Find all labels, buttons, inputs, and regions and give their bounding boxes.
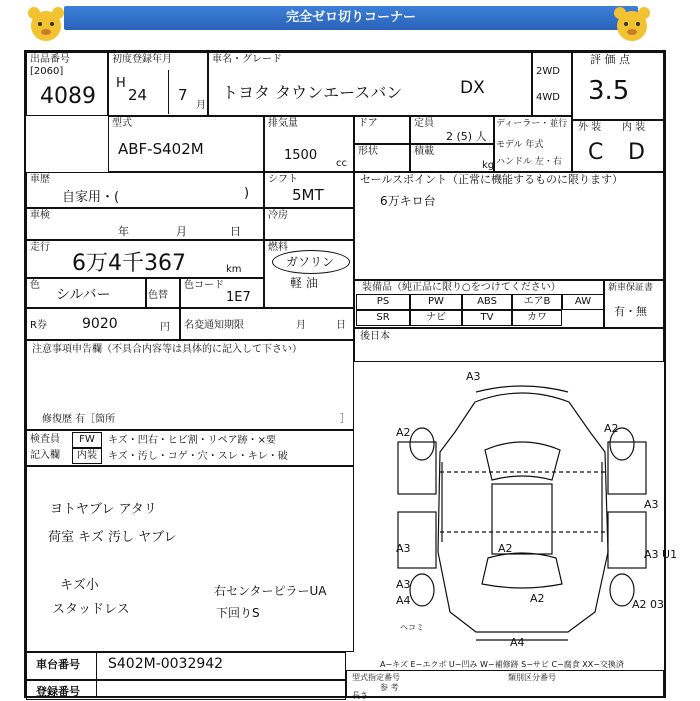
grade-value: DX	[460, 78, 485, 98]
equip-navi: ナビ	[410, 310, 462, 326]
mark-rear-left-a3: A3	[396, 578, 411, 591]
equip-ps: PS	[356, 294, 410, 310]
recycle-value: 9020	[82, 316, 118, 332]
mark-front-right-a2: A2	[604, 422, 619, 435]
entry-number: 4089	[40, 84, 96, 109]
first-reg-month: 7	[178, 86, 188, 104]
load-unit: kg	[482, 160, 495, 171]
inspector-note-1: ヨトヤブレ アタリ	[50, 502, 157, 517]
capacity-value: 2 (5) 人	[446, 130, 487, 143]
warranty-value: 有・無	[614, 305, 647, 318]
inspector-entry-label: 記入欄	[30, 450, 60, 461]
model-name-label: 車名・グレード	[212, 54, 282, 65]
model-spec-label: 型式指定番号	[352, 673, 400, 682]
drive-4wd: 4WD	[536, 92, 560, 103]
color-code-label: 色コード	[184, 280, 224, 291]
equip-pw: PW	[410, 294, 462, 310]
ref-label: 参 考	[380, 683, 399, 692]
repair-history-close: ］	[340, 414, 350, 425]
inspection-day: 日	[230, 225, 241, 238]
int-tag: 内装	[72, 448, 102, 464]
repair-history: 修復歴 有［箇所	[42, 414, 116, 425]
inspection-year: 年	[118, 225, 129, 238]
fw-items: キズ・凹右・ヒビ割・リペア跡・×要	[108, 435, 276, 446]
equipment-label: 装備品（純正品に限り○をつけてください）	[362, 282, 561, 293]
model-code-value: ABF-S402M	[118, 140, 204, 158]
model-code-label: 型式	[112, 118, 132, 129]
length-label: 長さ	[352, 691, 368, 700]
load-label: 積載	[414, 146, 434, 157]
page-banner: 完全ゼロ切りコーナー	[64, 6, 638, 30]
mark-center-a2: A2	[498, 542, 513, 555]
first-reg-year: 24	[128, 86, 148, 104]
mark-dent-note: ヘコミ	[400, 623, 424, 632]
dealer-label: ディーラー・並行	[496, 119, 568, 129]
first-reg-month-unit: 月	[196, 100, 206, 111]
sales-point-cell	[354, 172, 664, 280]
chassis-label: 車台番号	[36, 658, 80, 671]
model-year-label: モデル 年式	[496, 140, 544, 150]
registration-label: 登録番号	[36, 685, 80, 698]
damage-legend: A−キズ E−エクボ U−凹み W−補修跡 S−サビ C−腐食 XX−交換済	[380, 660, 624, 669]
fw-tag: FW	[72, 432, 102, 448]
history-value: 自家用・(	[62, 190, 120, 205]
recycle-label: R券	[30, 320, 47, 331]
mark-right-a3: A3	[644, 498, 659, 511]
inspector-label: 検査員	[30, 434, 60, 445]
mark-rear-a4: A4	[510, 636, 525, 649]
inspector-note-6: 下回りS	[216, 606, 260, 620]
equip-aw: AW	[562, 294, 604, 310]
entry-label: 出品番号	[30, 54, 70, 65]
inspector-note-4: スタッドレス	[52, 602, 130, 617]
inspector-note-5: 右センターピラーUA	[214, 584, 327, 598]
color-change-label: 色替	[148, 290, 168, 301]
fuel-gas: ガソリン	[286, 255, 335, 269]
equip-tv: TV	[462, 310, 512, 326]
int-items: キズ・汚し・コゲ・穴・スレ・キレ・破	[108, 451, 288, 462]
color-value: シルバー	[56, 287, 111, 303]
mileage-label: 走行	[30, 242, 50, 253]
history-label: 車歴	[30, 174, 50, 185]
sales-point-value: 6万キロ台	[380, 194, 436, 208]
inspection-label: 車検	[30, 210, 50, 221]
mileage-unit: km	[226, 264, 242, 275]
shift-label: シフト	[268, 174, 298, 185]
int-label: 内 装	[622, 122, 646, 133]
name-change-label: 名変通知期限	[184, 320, 244, 331]
doors-label: ドア	[358, 118, 378, 129]
history-close: )	[244, 186, 250, 201]
displacement-label: 排気量	[268, 118, 298, 129]
inspection-month: 月	[176, 225, 187, 238]
displacement-value: 1500	[284, 148, 318, 163]
inspector-note-3: キズ小	[60, 578, 99, 593]
inspector-notes-area	[26, 466, 354, 652]
equip-airbag: エアB	[512, 294, 562, 310]
color-code-value: 1E7	[226, 290, 251, 305]
drive-cell	[532, 52, 572, 116]
mark-front-a3: A3	[466, 370, 481, 383]
mark-right-rear-a3u1: A3 U1	[644, 548, 678, 561]
mark-left-door-a3: A3	[396, 542, 411, 555]
name-change-day: 日	[336, 320, 346, 331]
notes-label: 注意事項申告欄（不具合内容等は具体的に記入して下さい）	[32, 344, 302, 355]
capacity-label: 定員	[414, 118, 434, 129]
sales-point-label: セールスポイント（正常に機能するものに限ります）	[360, 173, 624, 186]
entry-sub: [2060]	[30, 66, 64, 77]
recycle-unit: 円	[160, 322, 170, 333]
aircon-label: 冷房	[268, 210, 288, 221]
mark-rear-left-a4: A4	[396, 594, 411, 607]
displacement-unit: cc	[336, 158, 347, 169]
mark-left-a2: A2	[396, 426, 411, 439]
car-damage-diagram	[380, 362, 678, 652]
aftermarket-label: 後日本	[360, 331, 390, 342]
shift-value: 5MT	[292, 186, 324, 204]
model-name-value: トヨタ タウンエースバン	[222, 83, 403, 102]
mileage-value: 6万4千367	[72, 251, 186, 276]
equip-sr: SR	[356, 310, 410, 326]
handle-label: ハンドル 左・右	[496, 157, 562, 167]
first-reg-label: 初度登録年月	[112, 54, 172, 65]
shape-label: 形状	[358, 146, 378, 157]
fuel-label: 燃料	[268, 242, 288, 253]
name-change-month: 月	[296, 320, 306, 331]
ext-value: C	[588, 140, 604, 165]
inspector-note-2: 荷室 キズ 汚し ヤブレ	[48, 530, 177, 545]
drive-2wd: 2WD	[536, 66, 560, 77]
warranty-label: 新車保証書	[608, 283, 654, 293]
left-mascot-icon	[26, 4, 66, 44]
score-label: 評 価 点	[590, 53, 630, 66]
chassis-value: S402M-0032942	[108, 656, 224, 672]
ext-label: 外 装	[578, 122, 602, 133]
int-value: D	[628, 140, 645, 165]
inspection-cell	[26, 208, 264, 240]
equip-leather: カワ	[512, 310, 562, 326]
class-label: 類別区分番号	[508, 673, 556, 682]
aftermarket-cell	[354, 328, 664, 362]
mark-rear-center-a2: A2	[530, 592, 545, 605]
mark-rear-right-a2: A2 03	[632, 598, 665, 611]
right-mascot-icon	[612, 4, 652, 44]
score-value: 3.5	[588, 76, 630, 106]
first-reg-era: H	[116, 76, 126, 91]
color-label: 色	[30, 280, 40, 291]
equip-abs: ABS	[462, 294, 512, 310]
fuel-diesel: 軽 油	[290, 276, 318, 290]
